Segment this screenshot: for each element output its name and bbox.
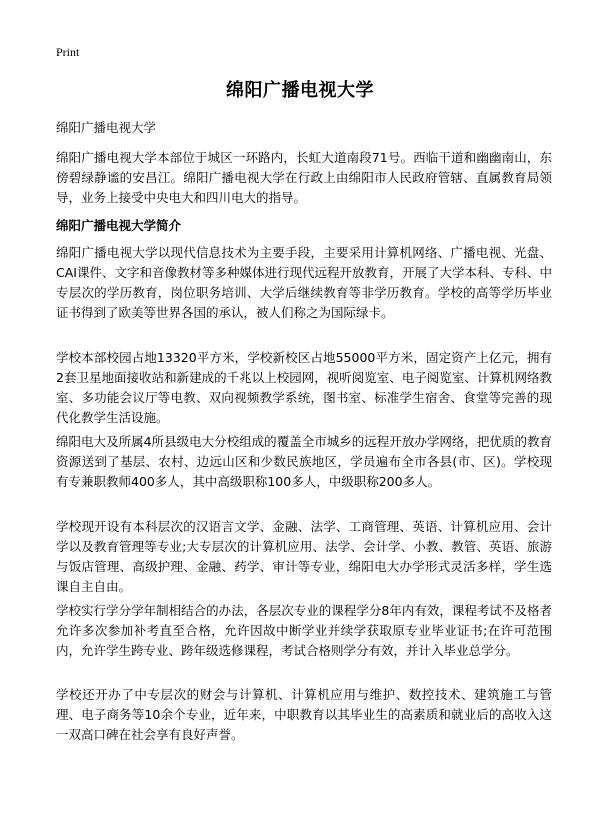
section-heading: 绵阳广播电视大学简介: [56, 218, 182, 233]
document-subtitle: 绵阳广播电视大学: [56, 120, 157, 135]
body-paragraph-3: 绵阳电大及所属4所县级电大分校组成的覆盖全市城乡的远程开放办学网络，把优质的教育资源送到了基层、农村、边远山区和少数民族地区，学员遍布全市各县(市、区)。学校现有专兼职教师400多人，其中高级职称100多人，中级职称200多人。: [56, 434, 552, 489]
body-paragraph-1: 绵阳广播电视大学以现代信息技术为主要手段，主要采用计算机网络、广播电视、光盘、CAI课件、文字和音像教材等多种媒体进行现代远程开放教育，开展了大学本科、专科、中专层次的学历教育，岗位职务培训、大学后继续教育等非学历教育。学校的高等学历毕业证书得到了欧美等世界各国的承认，被人们称之为国际绿卡。: [56, 245, 552, 320]
page-title: 绵阳广播电视大学: [226, 80, 374, 101]
print-link[interactable]: Print: [56, 45, 80, 59]
body-paragraph-4: 学校现开设有本科层次的汉语言文学、金融、法学、工商管理、英语、计算机应用、会计学以及教育管理等专业;大专层次的计算机应用、法学、会计学、小教、教管、英语、旅游与饭店管理、高级护理、金融、药学、审计等专业，绵阳电大办学形式灵活多样，学生选课自主自由。: [56, 519, 552, 594]
intro-paragraph: 绵阳广播电视大学本部位于城区一环路内，长虹大道南段71号。西临干道和幽幽南山，东傍碧绿静谧的安昌江。绵阳广播电视大学在行政上由绵阳市人民政府管辖、直属教育局领导，业务上接受中央电大和四川电大的指导。: [56, 150, 552, 205]
body-paragraph-5: 学校实行学分学年制相结合的办法，各层次专业的课程学分8年内有效，课程考试不及格者允许多次参加补考直至合格，允许因故中断学业并续学获取原专业毕业证书;在许可范围内，允许学生跨专业、跨年级选修课程，考试合格则学分有效，并计入毕业总学分。: [56, 603, 552, 658]
body-paragraph-2: 学校本部校园占地13320平方米，学校新校区占地55000平方米，固定资产上亿元，拥有2套卫星地面接收站和新建成的千兆以上校园网，视听阅览室、电子阅览室、计算机网络教室、多功能会议厅等电教、双向视频教学系统，图书室、标准学生宿舍、食堂等完善的现代化教学生活设施。: [56, 350, 552, 425]
body-paragraph-6: 学校还开办了中专层次的财会与计算机、计算机应用与维护、数控技术、建筑施工与管理、电子商务等10余个专业，近年来，中职教育以其毕业生的高素质和就业后的高收入这一双高口碑在社会享有良好声誉。: [56, 687, 552, 742]
